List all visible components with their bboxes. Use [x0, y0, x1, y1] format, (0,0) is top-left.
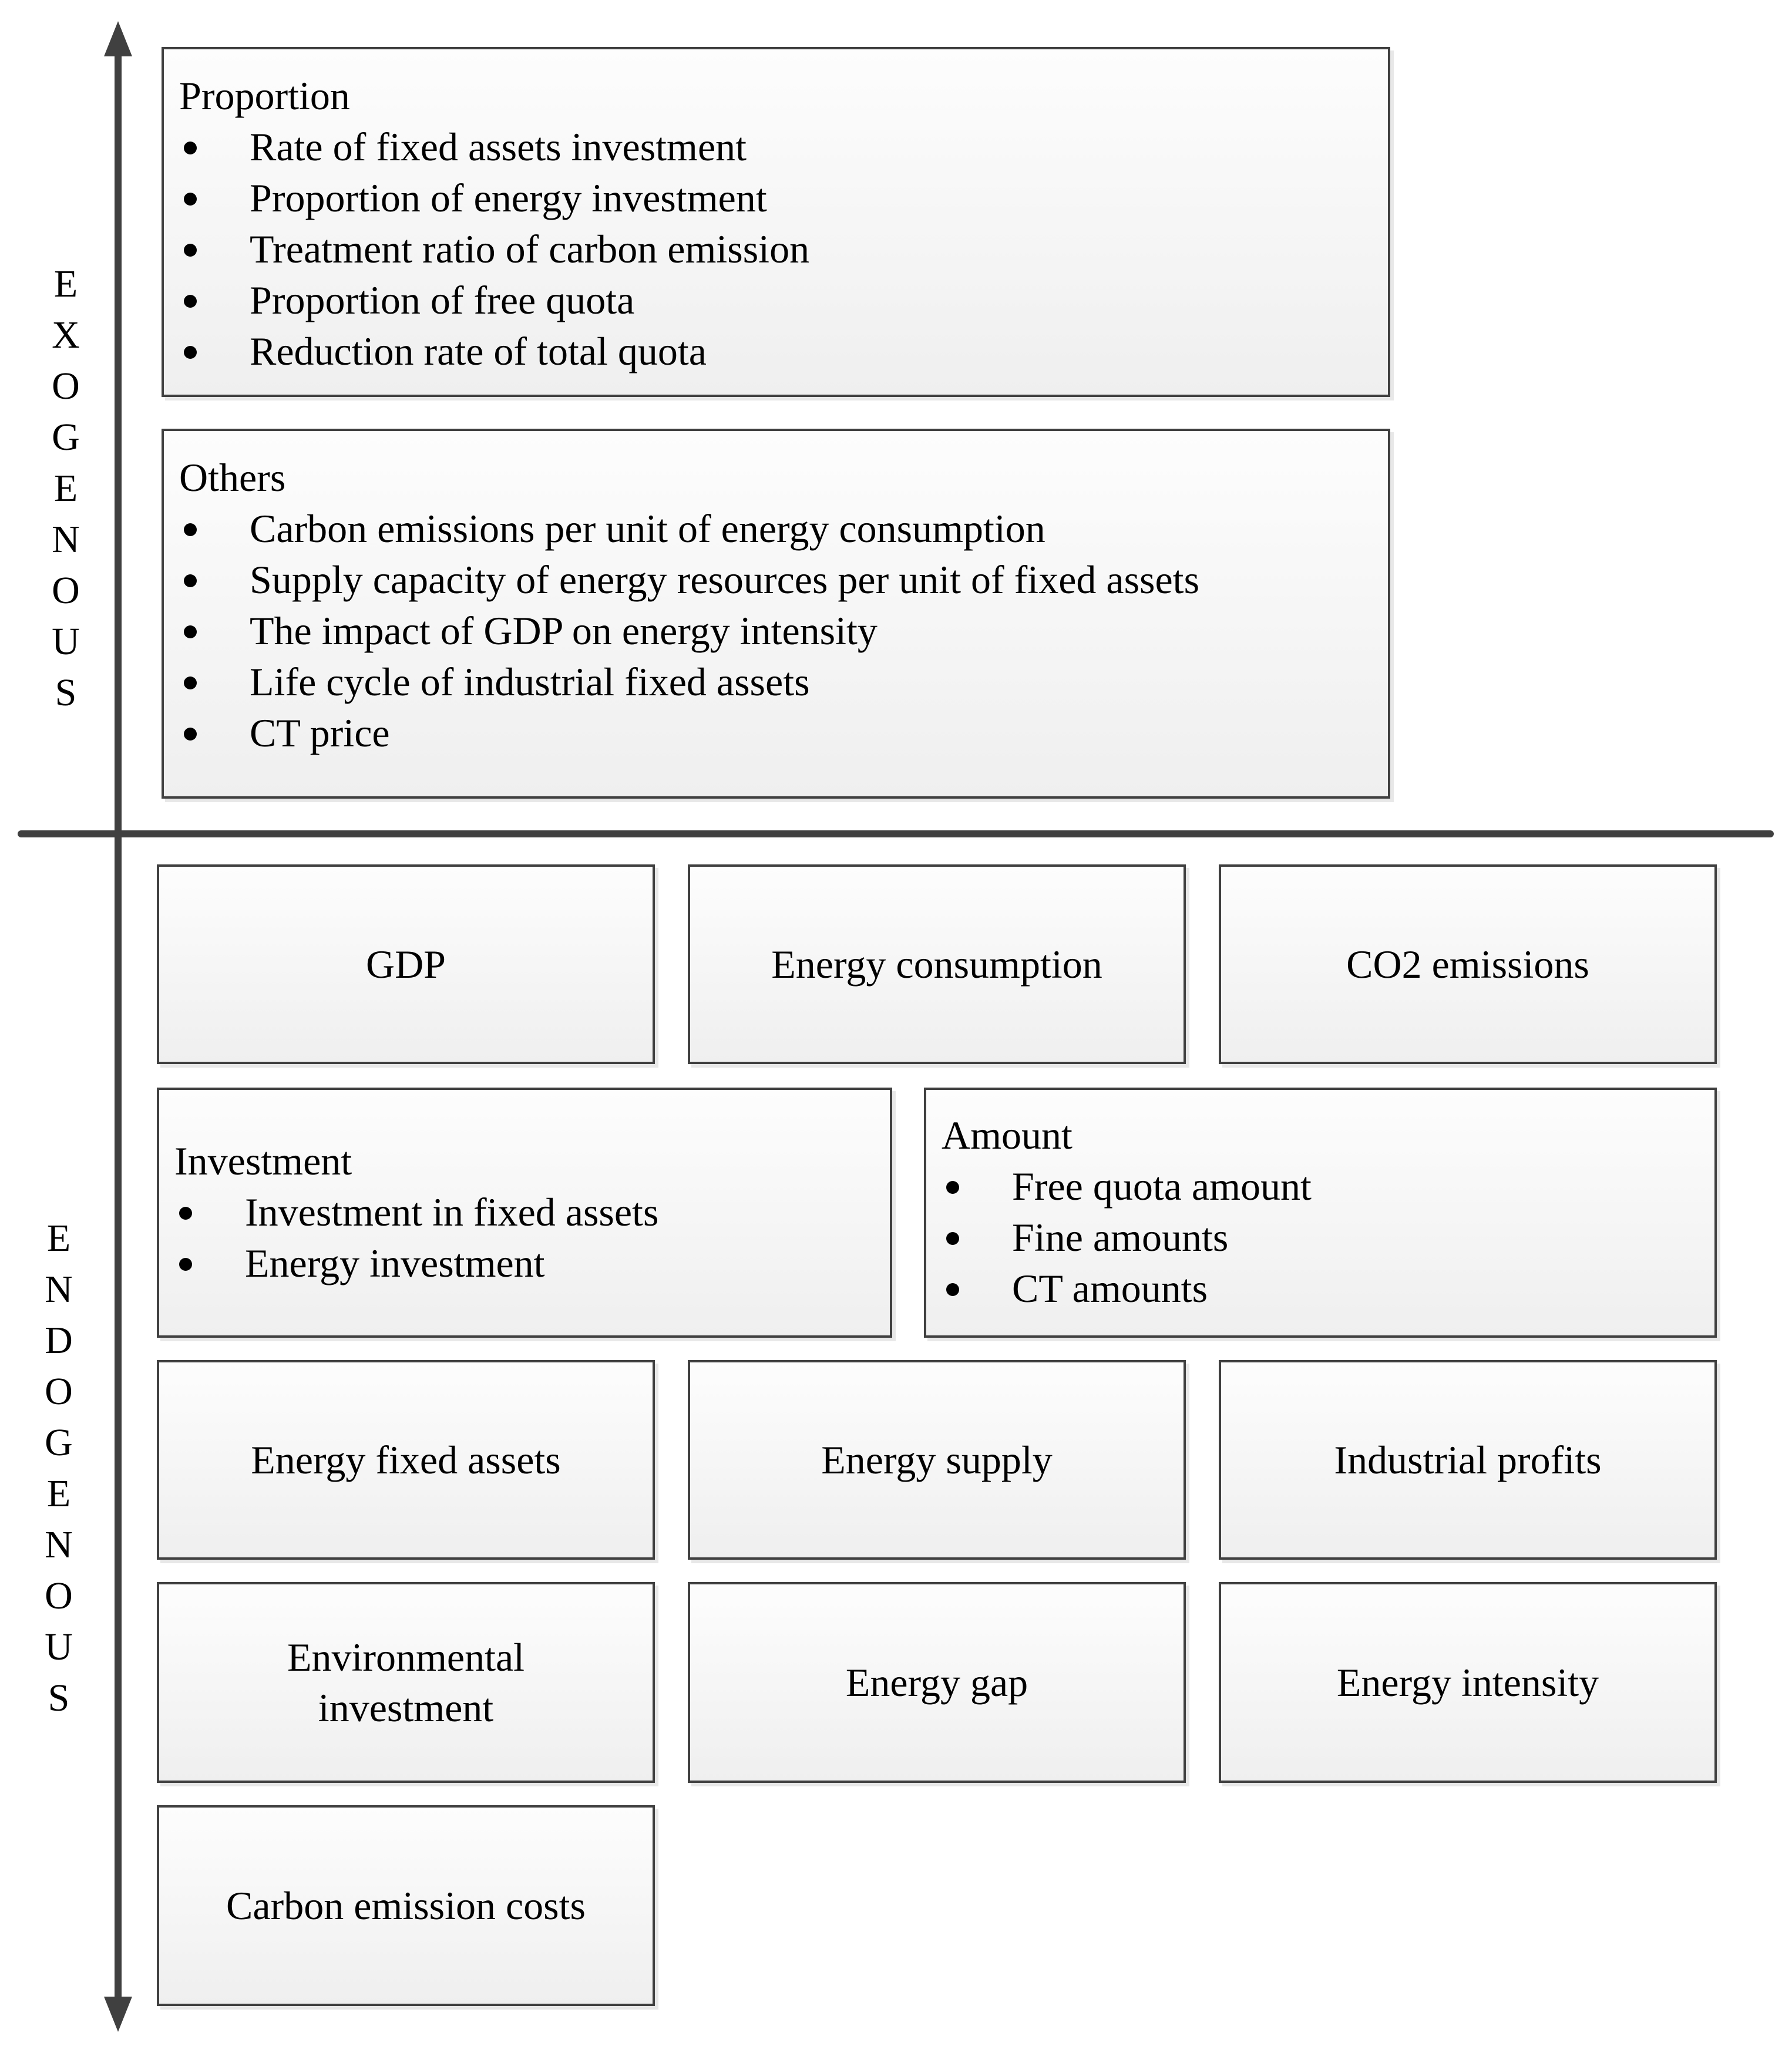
investment-box	[157, 1088, 892, 1338]
label-letter: O	[45, 1370, 73, 1413]
industrial-profits-box	[1219, 1360, 1717, 1560]
others-box	[162, 429, 1390, 799]
energy-fixed-assets-label: Energy fixed assets	[251, 1438, 561, 1482]
list-item: Reduction rate of total quota	[179, 326, 1373, 377]
environmental-investment-label-line1: Environmental	[287, 1635, 525, 1680]
arrow-up-icon	[104, 21, 132, 56]
label-letter: N	[52, 518, 80, 561]
list-item: Life cycle of industrial fixed assets	[179, 657, 1373, 708]
label-letter: E	[46, 1217, 71, 1260]
energy-gap-label: Energy gap	[845, 1660, 1028, 1705]
vertical-axis	[115, 41, 122, 2008]
exogenous-label	[42, 258, 89, 718]
label-letter: U	[45, 1625, 73, 1668]
amount-title: Amount	[942, 1113, 1072, 1157]
list-item: Investment in fixed assets	[174, 1187, 875, 1238]
list-item: Free quota amount	[942, 1161, 1699, 1212]
label-letter: E	[53, 262, 78, 305]
label-letter: E	[53, 467, 78, 510]
label-letter: S	[55, 671, 77, 714]
gdp-box	[157, 864, 655, 1064]
energy-consumption-label: Energy consumption	[771, 942, 1102, 987]
list-item: Proportion of free quota	[179, 275, 1373, 326]
list-item: The impact of GDP on energy intensity	[179, 605, 1373, 657]
label-letter: S	[48, 1677, 70, 1719]
list-item: CT price	[179, 708, 1373, 759]
others-title: Others	[179, 455, 286, 500]
carbon-emission-costs-box	[157, 1805, 655, 2006]
energy-consumption-box	[688, 864, 1186, 1064]
co2-emissions-box	[1219, 864, 1717, 1064]
investment-title: Investment	[174, 1139, 352, 1183]
list-item: Fine amounts	[942, 1212, 1699, 1263]
endogenous-label	[35, 1213, 82, 1724]
list-item: Treatment ratio of carbon emission	[179, 224, 1373, 275]
label-letter: D	[45, 1319, 73, 1362]
label-letter: E	[46, 1472, 71, 1515]
label-letter: O	[45, 1574, 73, 1617]
gdp-label: GDP	[365, 942, 446, 987]
label-letter: G	[52, 416, 80, 459]
label-letter: N	[45, 1523, 73, 1566]
environmental-investment-box	[157, 1582, 655, 1783]
label-letter: G	[45, 1421, 73, 1464]
list-item: Carbon emissions per unit of energy consumption	[179, 503, 1373, 554]
list-item: Energy investment	[174, 1238, 875, 1289]
energy-supply-box	[688, 1360, 1186, 1560]
energy-fixed-assets-box	[157, 1360, 655, 1560]
environmental-investment-label-line2: investment	[318, 1685, 494, 1730]
label-letter: O	[52, 365, 80, 408]
label-letter: X	[52, 314, 80, 356]
label-letter: N	[45, 1268, 73, 1311]
carbon-emission-costs-label: Carbon emission costs	[226, 1883, 586, 1928]
amount-box	[924, 1088, 1717, 1338]
list-item: Proportion of energy investment	[179, 173, 1373, 224]
list-item: CT amounts	[942, 1263, 1699, 1314]
co2-emissions-label: CO2 emissions	[1346, 942, 1589, 987]
list-item: Rate of fixed assets investment	[179, 122, 1373, 173]
horizontal-divider	[18, 830, 1774, 837]
arrow-down-icon	[104, 1997, 132, 2032]
proportion-box	[162, 47, 1390, 397]
list-item: Supply capacity of energy resources per unit of fixed assets	[179, 554, 1373, 605]
industrial-profits-label: Industrial profits	[1334, 1438, 1602, 1482]
label-letter: U	[52, 620, 80, 663]
proportion-title: Proportion	[179, 73, 350, 118]
energy-intensity-label: Energy intensity	[1336, 1660, 1599, 1705]
energy-intensity-box	[1219, 1582, 1717, 1783]
energy-gap-box	[688, 1582, 1186, 1783]
label-letter: O	[52, 569, 80, 612]
energy-supply-label: Energy supply	[821, 1438, 1053, 1482]
